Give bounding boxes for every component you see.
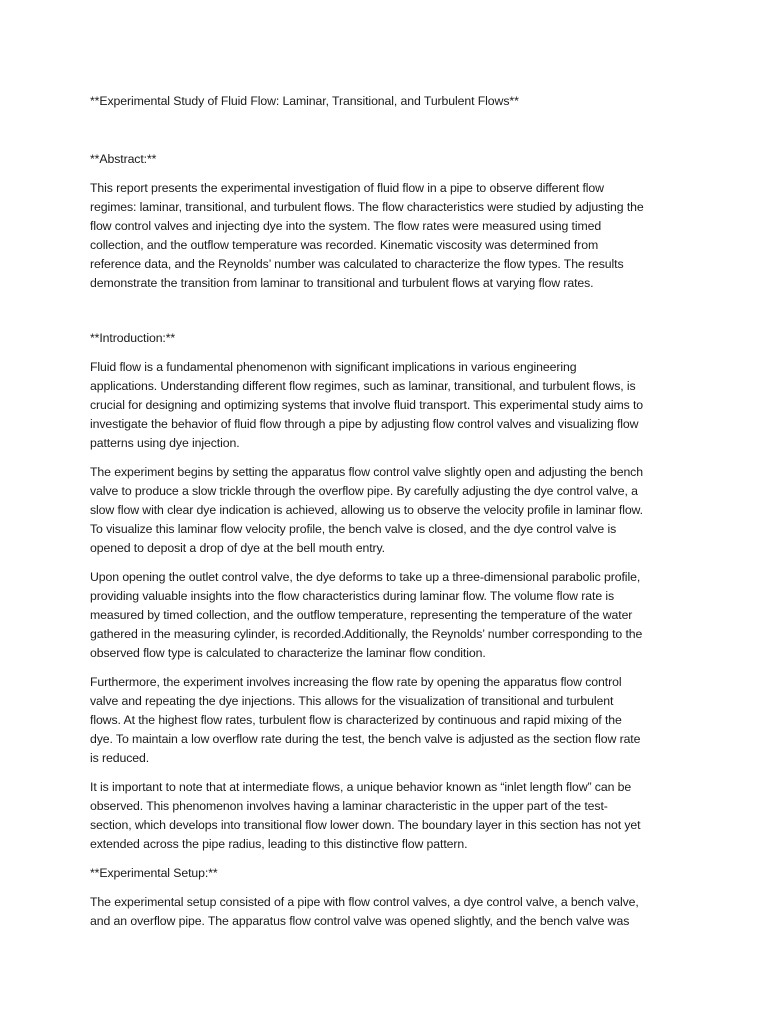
text-line: gathered in the measuring cylinder, is recorded.Additionally, the Reynolds’ number corresponding to the bbox=[90, 627, 643, 641]
introduction-paragraph-4 bbox=[90, 673, 690, 768]
text-line: valve to produce a slow trickle through the overflow pipe. By carefully adjusting the dye control valve, a bbox=[90, 484, 638, 498]
introduction-heading: **Introduction:** bbox=[90, 331, 176, 345]
text-line: section, which develops into transitional flow lower down. The boundary layer in this section has not yet bbox=[90, 818, 641, 832]
experimental-setup-paragraph bbox=[90, 893, 690, 931]
text-line: valve and repeating the dye injections. This allows for the visualization of transitional and turbulent bbox=[90, 694, 614, 708]
experimental-setup-heading: **Experimental Setup:** bbox=[90, 866, 218, 880]
text-line: extended across the pipe radius, leading to this distinctive flow pattern. bbox=[90, 837, 468, 851]
text-line: regimes: laminar, transitional, and turbulent flows. The flow characteristics were studied by adjusting the bbox=[90, 200, 644, 214]
text-line: demonstrate the transition from laminar to transitional and turbulent flows at varying flow rates. bbox=[90, 276, 594, 290]
text-line: slow flow with clear dye indication is achieved, allowing us to observe the velocity profile in laminar flow. bbox=[90, 503, 643, 517]
introduction-paragraph-1 bbox=[90, 358, 690, 453]
document-title: **Experimental Study of Fluid Flow: Laminar, Transitional, and Turbulent Flows** bbox=[90, 94, 519, 108]
text-line: To visualize this laminar flow velocity profile, the bench valve is closed, and the dye control valve is bbox=[90, 522, 617, 536]
introduction-paragraph-2 bbox=[90, 463, 690, 558]
text-line: investigate the behavior of fluid flow through a pipe by adjusting flow control valves and visualizing flow bbox=[90, 417, 639, 431]
document-page bbox=[90, 92, 690, 941]
introduction-paragraph-3 bbox=[90, 568, 690, 663]
introduction-paragraph-5 bbox=[90, 778, 690, 854]
text-line: patterns using dye injection. bbox=[90, 436, 240, 450]
text-line: opened to deposit a drop of dye at the bell mouth entry. bbox=[90, 541, 385, 555]
text-line: crucial for designing and optimizing systems that involve fluid transport. This experimental study aims to bbox=[90, 398, 644, 412]
text-line: and an overflow pipe. The apparatus flow control valve was opened slightly, and the bench valve was bbox=[90, 914, 630, 928]
abstract-paragraph bbox=[90, 179, 690, 293]
text-line: flow control valves and injecting dye into the system. The flow rates were measured using timed bbox=[90, 219, 602, 233]
text-line: The experiment begins by setting the apparatus flow control valve slightly open and adjusting the bench bbox=[90, 465, 643, 479]
text-line: measured by timed collection, and the outflow temperature, representing the temperature of the water bbox=[90, 608, 633, 622]
text-line: dye. To maintain a low overflow rate during the test, the bench valve is adjusted as the section flow rate bbox=[90, 732, 641, 746]
text-line: flows. At the highest flow rates, turbulent flow is characterized by continuous and rapid mixing of the bbox=[90, 713, 622, 727]
text-line: This report presents the experimental investigation of fluid flow in a pipe to observe different flow bbox=[90, 181, 604, 195]
text-line: applications. Understanding different flow regimes, such as laminar, transitional, and turbulent flows, is bbox=[90, 379, 636, 393]
text-line: is reduced. bbox=[90, 751, 150, 765]
text-line: collection, and the outflow temperature was recorded. Kinematic viscosity was determined from bbox=[90, 238, 599, 252]
text-line: Upon opening the outlet control valve, the dye deforms to take up a three-dimensional parabolic profile, bbox=[90, 570, 641, 584]
text-line: Fluid flow is a fundamental phenomenon with significant implications in various engineering bbox=[90, 360, 577, 374]
text-line: The experimental setup consisted of a pipe with flow control valves, a dye control valve, a bench valve, bbox=[90, 895, 639, 909]
text-line: observed flow type is calculated to characterize the laminar flow condition. bbox=[90, 646, 486, 660]
text-line: observed. This phenomenon involves having a laminar characteristic in the upper part of the test- bbox=[90, 799, 608, 813]
text-line: reference data, and the Reynolds’ number was calculated to characterize the flow types. The results bbox=[90, 257, 624, 271]
text-line: It is important to note that at intermediate flows, a unique behavior known as “inlet length flow” can be bbox=[90, 780, 632, 794]
abstract-heading: **Abstract:** bbox=[90, 152, 157, 166]
text-line: providing valuable insights into the flow characteristics during laminar flow. The volume flow rate is bbox=[90, 589, 615, 603]
text-line: Furthermore, the experiment involves increasing the flow rate by opening the apparatus flow control bbox=[90, 675, 622, 689]
